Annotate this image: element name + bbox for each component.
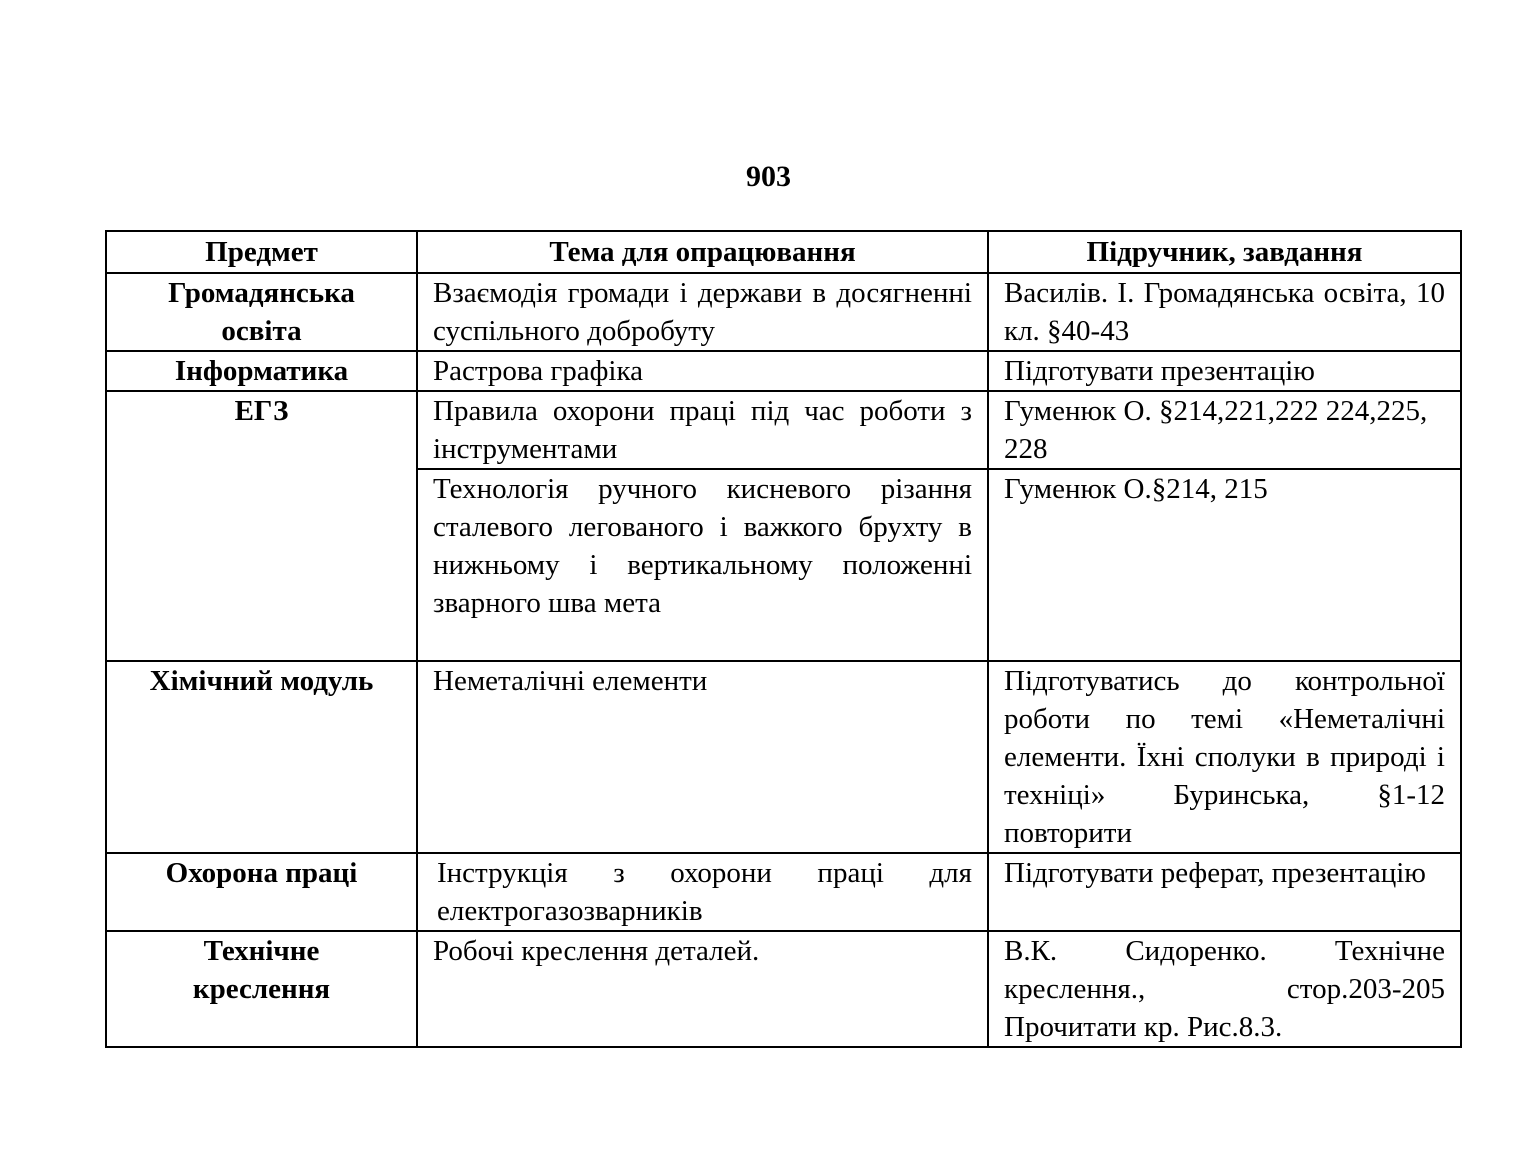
- table-row: [106, 273, 1461, 351]
- task-cell: [988, 853, 1461, 931]
- task-text: Гуменюк О. §214,221,222 224,225, 228: [1004, 395, 1428, 465]
- subject-egz: ЕГЗ: [234, 395, 289, 427]
- subject-cell: [106, 661, 417, 853]
- table-row: [106, 853, 1461, 931]
- homework-table: [105, 230, 1462, 1048]
- task-text: Гуменюк О.§214, 215: [1004, 473, 1268, 505]
- task-cell: [988, 931, 1461, 1047]
- task-cell: [988, 469, 1461, 661]
- topic-cell: [417, 853, 988, 931]
- subject-cell: [106, 853, 417, 931]
- topic-text: Технологія ручного кисневого різання сталевого легованого і важкого брухту в нижньому і вертикальному положенні зварного шва мета: [433, 473, 972, 619]
- subject-technical-drawing: Технічне креслення: [192, 935, 331, 1005]
- table-row: [106, 661, 1461, 853]
- topic-text: Правила охорони праці під час роботи з інструментами: [433, 395, 972, 465]
- topic-cell: [417, 273, 988, 351]
- table-header-row: [106, 231, 1461, 273]
- topic-cell: [417, 469, 988, 661]
- topic-cell: [417, 931, 988, 1047]
- table-row: [106, 351, 1461, 391]
- task-cell: [988, 273, 1461, 351]
- task-text: В.К. Сидоренко. Технічне креслення., стор.203-205 Прочитати кр. Рис.8.3.: [1004, 935, 1445, 1043]
- task-cell: [988, 391, 1461, 469]
- subject-cell: [106, 391, 417, 661]
- header-topic: Тема для опрацювання: [417, 231, 988, 273]
- task-cell: [988, 351, 1461, 391]
- subject-cell: [106, 351, 417, 391]
- task-text: Василів. І. Громадянська освіта, 10 кл. §40-43: [1004, 277, 1445, 347]
- topic-text: Взаємодія громади і держави в досягненні суспільного добробуту: [433, 277, 972, 347]
- subject-informatics: Інформатика: [174, 355, 349, 387]
- header-task: Підручник, завдання: [988, 231, 1461, 273]
- topic-text: Робочі креслення деталей.: [433, 935, 760, 967]
- task-text: Підготуватись до контрольної роботи по темі «Неметалічні елементи. Їхні сполуки в природі і техніці» Буринська, §1-12 повторити: [1004, 665, 1445, 849]
- table-row: [106, 391, 1461, 469]
- page-number: 903: [746, 160, 791, 193]
- subject-civic: Громадянська освіта: [168, 277, 355, 347]
- topic-text: Растрова графіка: [433, 355, 643, 387]
- subject-cell: [106, 931, 417, 1047]
- task-text: Підготувати реферат, презентацію: [1004, 857, 1426, 889]
- table-row: [106, 931, 1461, 1047]
- topic-cell: [417, 351, 988, 391]
- topic-cell: [417, 661, 988, 853]
- topic-cell: [417, 391, 988, 469]
- topic-text: Неметалічні елементи: [433, 665, 708, 697]
- subject-cell: [106, 273, 417, 351]
- topic-text: Інструкція з охорони праці для електрогазозварників: [437, 857, 972, 927]
- task-text: Підготувати презентацію: [1004, 355, 1315, 387]
- subject-labor-safety: Охорона праці: [165, 857, 358, 889]
- subject-chemistry: Хімічний модуль: [149, 665, 374, 697]
- task-cell: [988, 661, 1461, 853]
- header-subject: Предмет: [106, 231, 417, 273]
